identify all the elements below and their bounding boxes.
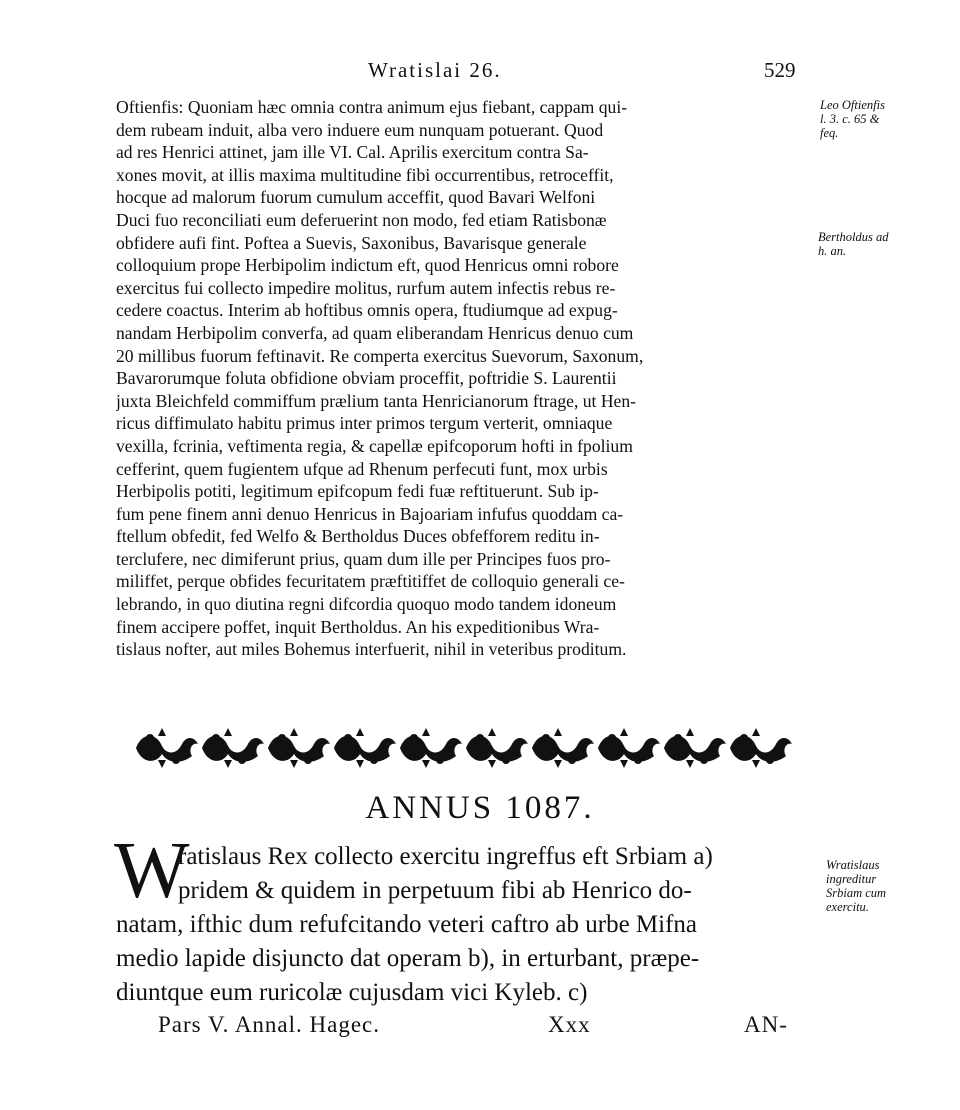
text-line: obfidere aufi fint. Poftea a Suevis, Saxonibus, Bavarisque generale (116, 232, 587, 253)
text-line: Bavarorumque foluta obfidione obviam proceffit, poftridie S. Laurentii (116, 368, 617, 389)
text-line: finem accipere poffet, inquit Bertholdus. An his expeditionibus Wra- (116, 616, 600, 637)
text-line: natam, ifthic dum refufcitando veteri caftro ab urbe Mifna (116, 911, 698, 938)
page-number: 529 (764, 58, 796, 82)
ornament-band (132, 724, 798, 772)
text-line: ricus diffimulato habitu primus inter primos tergum verterit, omniaque (116, 413, 613, 434)
text-line: cefferint, quem fugientem ufque ad Rhenum perfecuti funt, mox urbis (116, 458, 608, 479)
text-line: terclufere, nec dimiferunt prius, quam dum ille per Principes fuos pro- (116, 548, 611, 569)
catchword: AN- (744, 1012, 788, 1037)
running-title: Wratislai 26. (368, 58, 502, 82)
text-line: cedere coactus. Interim ab hoftibus omnis opera, ftudiumque ad expug- (116, 300, 618, 321)
text-line: vexilla, fcrinia, veftimenta regia, & capellæ epifcoporum hofti in fpolium (116, 435, 633, 456)
drop-capital: W (114, 827, 190, 915)
paragraph-annus (114, 827, 812, 1010)
text-line: exercitus fui collecto impedire molitus, rurfum autem infectis rebus re- (116, 277, 616, 298)
paragraph-main (116, 96, 810, 661)
running-head (0, 58, 960, 88)
text-line: fum pene finem anni denuo Henricus in Bajoariam infufus quoddam ca- (116, 503, 624, 524)
text-line: miliffet, perque obfides fecuritatem præftitiffet de colloquio generali ce- (116, 571, 625, 592)
text-line: Oftienfis: Quoniam hæc omnia contra animum ejus fiebant, cappam qui- (116, 97, 628, 117)
text-line: diuntque eum ruricolæ cujusdam vici Kyleb. c) (116, 979, 588, 1006)
margin-note-wratislaus: Wratislaus ingreditur Srbiam cum exercitu. (826, 858, 887, 914)
signature-mark: Xxx (548, 1012, 591, 1037)
text-line: ratislaus Rex collecto exercitu ingreffus eft Srbiam a) (178, 843, 713, 870)
text-line: juxta Bleichfeld commiffum prælium tanta Henricianorum ftrage, ut Hen- (116, 390, 637, 411)
text-line: tislaus nofter, aut miles Bohemus interfuerit, nihil in veteribus proditum. (116, 639, 627, 660)
footer-title: Pars V. Annal. Hagec. (158, 1012, 381, 1037)
text-line: nandam Herbipolim converfa, ad quam eliberandam Henricus denuo cum (116, 322, 634, 343)
text-line: hocque ad malorum fuorum cumulum acceffit, quod Bavari Welfoni (116, 187, 596, 208)
margin-note-leo: Leo Oftienfis l. 3. c. 65 & feq. (820, 98, 885, 140)
text-line: ftellum obfedit, fed Welfo & Bertholdus Duces obfefforem reditu in- (116, 526, 600, 547)
text-line: xones movit, at illis maxima multitudine fibi occurrentibus, retroceffit, (116, 164, 614, 185)
margin-note-bertholdus: Bertholdus ad h. an. (818, 230, 889, 258)
text-line: pridem & quidem in perpetuum fibi ab Henrico do- (178, 877, 692, 904)
text-line: Duci fuo reconciliati eum deferuerint non modo, fed etiam Ratisbonæ (116, 209, 607, 230)
text-line: lebrando, in quo diutina regni difcordia quoquo modo tandem idoneum (116, 594, 617, 615)
text-line: colloquium prope Herbipolim indictum eft, quod Henricus omni robore (116, 255, 619, 276)
section-heading: ANNUS 1087. (365, 790, 595, 826)
text-line: medio lapide disjuncto dat operam b), in erturbant, præpe- (116, 945, 700, 972)
page-footer (0, 1012, 960, 1052)
text-line: 20 millibus fuorum feftinavit. Re comperta exercitus Suevorum, Saxonum, (116, 345, 644, 366)
text-line: ad res Henrici attinet, jam ille VI. Cal. Aprilis exercitum contra Sa- (116, 142, 589, 163)
text-line: Herbipolis potiti, legitimum epifcopum fedi fuæ reftituerunt. Sub ip- (116, 481, 599, 502)
text-line: dem rubeam induit, alba vero induere eum nunquam potuerant. Quod (116, 119, 604, 140)
